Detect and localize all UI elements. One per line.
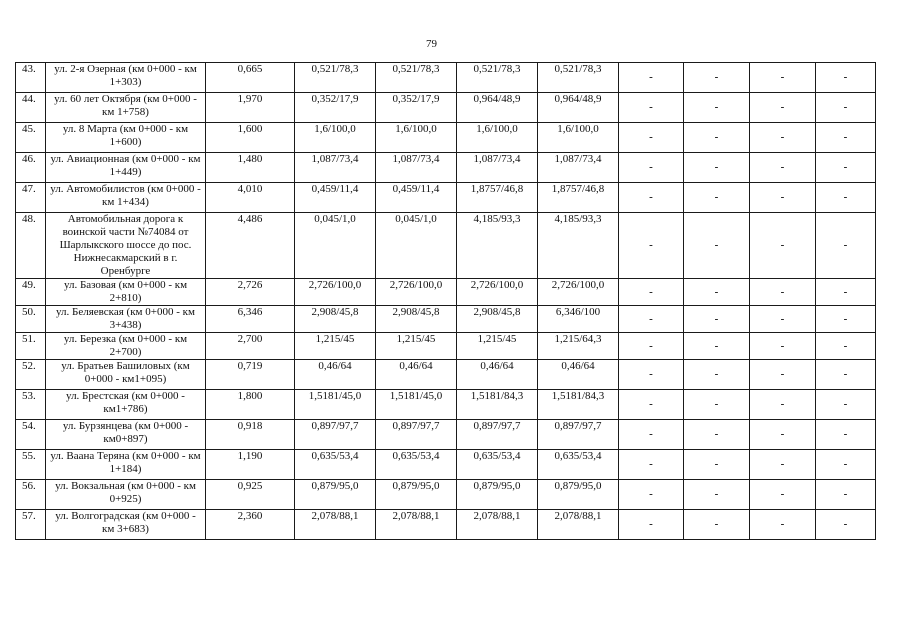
table-row bbox=[16, 279, 876, 306]
dash-cell: - bbox=[750, 450, 816, 480]
dash-cell: - bbox=[750, 213, 816, 279]
value-cell: 2,078/88,1 bbox=[376, 510, 457, 540]
value-cell: 0,521/78,3 bbox=[538, 63, 619, 93]
table-row bbox=[16, 123, 876, 153]
value-cell: 1,087/73,4 bbox=[457, 153, 538, 183]
value-cell: 0,46/64 bbox=[457, 360, 538, 390]
road-length: 2,726 bbox=[206, 279, 295, 306]
value-cell: 0,045/1,0 bbox=[295, 213, 376, 279]
row-number: 47. bbox=[16, 183, 46, 213]
dash-cell: - bbox=[684, 360, 750, 390]
value-cell: 0,964/48,9 bbox=[457, 93, 538, 123]
dash-cell: - bbox=[750, 306, 816, 333]
dash-cell: - bbox=[619, 306, 684, 333]
value-cell: 0,352/17,9 bbox=[295, 93, 376, 123]
value-cell: 4,185/93,3 bbox=[457, 213, 538, 279]
dash-cell: - bbox=[619, 279, 684, 306]
table-row bbox=[16, 183, 876, 213]
value-cell: 1,8757/46,8 bbox=[538, 183, 619, 213]
value-cell: 2,078/88,1 bbox=[295, 510, 376, 540]
table-row bbox=[16, 306, 876, 333]
dash-cell: - bbox=[619, 390, 684, 420]
dash-cell: - bbox=[816, 213, 876, 279]
value-cell: 0,045/1,0 bbox=[376, 213, 457, 279]
table-row bbox=[16, 93, 876, 123]
road-name: ул. Ваана Теряна (км 0+000 - км 1+184) bbox=[46, 450, 206, 480]
dash-cell: - bbox=[619, 63, 684, 93]
value-cell: 0,879/95,0 bbox=[295, 480, 376, 510]
dash-cell: - bbox=[619, 153, 684, 183]
value-cell: 0,897/97,7 bbox=[457, 420, 538, 450]
value-cell: 1,215/45 bbox=[457, 333, 538, 360]
road-length: 4,010 bbox=[206, 183, 295, 213]
row-number: 44. bbox=[16, 93, 46, 123]
dash-cell: - bbox=[816, 279, 876, 306]
dash-cell: - bbox=[684, 123, 750, 153]
value-cell: 2,078/88,1 bbox=[457, 510, 538, 540]
dash-cell: - bbox=[750, 153, 816, 183]
value-cell: 1,6/100,0 bbox=[376, 123, 457, 153]
road-length: 1,600 bbox=[206, 123, 295, 153]
table-row bbox=[16, 480, 876, 510]
value-cell: 1,6/100,0 bbox=[295, 123, 376, 153]
road-name: ул. Авиационная (км 0+000 - км 1+449) bbox=[46, 153, 206, 183]
row-number: 53. bbox=[16, 390, 46, 420]
road-name: ул. Базовая (км 0+000 - км 2+810) bbox=[46, 279, 206, 306]
dash-cell: - bbox=[816, 123, 876, 153]
dash-cell: - bbox=[684, 153, 750, 183]
road-length: 1,480 bbox=[206, 153, 295, 183]
dash-cell: - bbox=[750, 390, 816, 420]
dash-cell: - bbox=[684, 333, 750, 360]
value-cell: 0,897/97,7 bbox=[295, 420, 376, 450]
value-cell: 0,635/53,4 bbox=[295, 450, 376, 480]
dash-cell: - bbox=[816, 183, 876, 213]
value-cell: 1,5181/84,3 bbox=[457, 390, 538, 420]
dash-cell: - bbox=[684, 183, 750, 213]
row-number: 46. bbox=[16, 153, 46, 183]
value-cell: 0,521/78,3 bbox=[376, 63, 457, 93]
road-name: ул. Волгоградская (км 0+000 - км 3+683) bbox=[46, 510, 206, 540]
dash-cell: - bbox=[750, 480, 816, 510]
dash-cell: - bbox=[619, 123, 684, 153]
dash-cell: - bbox=[684, 93, 750, 123]
road-name: ул. Березка (км 0+000 - км 2+700) bbox=[46, 333, 206, 360]
table-row bbox=[16, 63, 876, 93]
value-cell: 6,346/100 bbox=[538, 306, 619, 333]
road-length: 6,346 bbox=[206, 306, 295, 333]
table-row bbox=[16, 153, 876, 183]
dash-cell: - bbox=[684, 420, 750, 450]
dash-cell: - bbox=[816, 480, 876, 510]
dash-cell: - bbox=[684, 213, 750, 279]
value-cell: 0,635/53,4 bbox=[457, 450, 538, 480]
value-cell: 2,078/88,1 bbox=[538, 510, 619, 540]
value-cell: 4,185/93,3 bbox=[538, 213, 619, 279]
value-cell: 2,726/100,0 bbox=[538, 279, 619, 306]
dash-cell: - bbox=[619, 183, 684, 213]
table-row bbox=[16, 360, 876, 390]
road-name: ул. 2-я Озерная (км 0+000 - км 1+303) bbox=[46, 63, 206, 93]
value-cell: 0,521/78,3 bbox=[295, 63, 376, 93]
road-name: Автомобильная дорога к воинской части №74084 от Шарлыкского шоссе до пос. Нижнесакмарский в г. Оренбурге bbox=[46, 213, 206, 279]
dash-cell: - bbox=[684, 306, 750, 333]
dash-cell: - bbox=[750, 360, 816, 390]
value-cell: 1,215/45 bbox=[295, 333, 376, 360]
row-number: 43. bbox=[16, 63, 46, 93]
row-number: 45. bbox=[16, 123, 46, 153]
road-length: 1,800 bbox=[206, 390, 295, 420]
value-cell: 1,087/73,4 bbox=[295, 153, 376, 183]
dash-cell: - bbox=[816, 420, 876, 450]
value-cell: 0,459/11,4 bbox=[295, 183, 376, 213]
row-number: 51. bbox=[16, 333, 46, 360]
dash-cell: - bbox=[750, 279, 816, 306]
table-row bbox=[16, 213, 876, 279]
value-cell: 0,352/17,9 bbox=[376, 93, 457, 123]
table-row bbox=[16, 450, 876, 480]
value-cell: 0,521/78,3 bbox=[457, 63, 538, 93]
value-cell: 1,087/73,4 bbox=[538, 153, 619, 183]
row-number: 54. bbox=[16, 420, 46, 450]
value-cell: 0,46/64 bbox=[295, 360, 376, 390]
road-name: ул. Автомобилистов (км 0+000 - км 1+434) bbox=[46, 183, 206, 213]
road-name: ул. Бурзянцева (км 0+000 - км0+897) bbox=[46, 420, 206, 450]
dash-cell: - bbox=[816, 306, 876, 333]
dash-cell: - bbox=[816, 93, 876, 123]
road-name: ул. Беляевская (км 0+000 - км 3+438) bbox=[46, 306, 206, 333]
row-number: 48. bbox=[16, 213, 46, 279]
dash-cell: - bbox=[619, 510, 684, 540]
row-number: 50. bbox=[16, 306, 46, 333]
road-length: 1,190 bbox=[206, 450, 295, 480]
value-cell: 1,087/73,4 bbox=[376, 153, 457, 183]
dash-cell: - bbox=[619, 213, 684, 279]
value-cell: 0,879/95,0 bbox=[457, 480, 538, 510]
page-number: 79 bbox=[426, 38, 437, 50]
value-cell: 2,908/45,8 bbox=[295, 306, 376, 333]
dash-cell: - bbox=[619, 360, 684, 390]
value-cell: 2,726/100,0 bbox=[457, 279, 538, 306]
value-cell: 0,897/97,7 bbox=[538, 420, 619, 450]
road-name: ул. 60 лет Октября (км 0+000 - км 1+758) bbox=[46, 93, 206, 123]
value-cell: 0,879/95,0 bbox=[538, 480, 619, 510]
dash-cell: - bbox=[816, 510, 876, 540]
road-name: ул. Вокзальная (км 0+000 - км 0+925) bbox=[46, 480, 206, 510]
road-length: 0,665 bbox=[206, 63, 295, 93]
value-cell: 0,964/48,9 bbox=[538, 93, 619, 123]
road-length: 1,970 bbox=[206, 93, 295, 123]
table-row bbox=[16, 333, 876, 360]
road-name: ул. Братьев Башиловых (км 0+000 - км1+095) bbox=[46, 360, 206, 390]
dash-cell: - bbox=[750, 510, 816, 540]
value-cell: 2,908/45,8 bbox=[457, 306, 538, 333]
dash-cell: - bbox=[619, 450, 684, 480]
dash-cell: - bbox=[816, 333, 876, 360]
dash-cell: - bbox=[816, 360, 876, 390]
dash-cell: - bbox=[816, 390, 876, 420]
row-number: 49. bbox=[16, 279, 46, 306]
dash-cell: - bbox=[619, 420, 684, 450]
row-number: 52. bbox=[16, 360, 46, 390]
dash-cell: - bbox=[816, 63, 876, 93]
value-cell: 1,215/64,3 bbox=[538, 333, 619, 360]
dash-cell: - bbox=[619, 333, 684, 360]
value-cell: 1,5181/84,3 bbox=[538, 390, 619, 420]
value-cell: 0,459/11,4 bbox=[376, 183, 457, 213]
table-row bbox=[16, 510, 876, 540]
value-cell: 0,635/53,4 bbox=[538, 450, 619, 480]
dash-cell: - bbox=[684, 510, 750, 540]
row-number: 57. bbox=[16, 510, 46, 540]
dash-cell: - bbox=[816, 153, 876, 183]
dash-cell: - bbox=[750, 93, 816, 123]
dash-cell: - bbox=[684, 450, 750, 480]
value-cell: 2,726/100,0 bbox=[295, 279, 376, 306]
dash-cell: - bbox=[619, 480, 684, 510]
road-name: ул. Брестская (км 0+000 - км1+786) bbox=[46, 390, 206, 420]
dash-cell: - bbox=[684, 390, 750, 420]
value-cell: 0,897/97,7 bbox=[376, 420, 457, 450]
value-cell: 1,6/100,0 bbox=[538, 123, 619, 153]
value-cell: 2,908/45,8 bbox=[376, 306, 457, 333]
dash-cell: - bbox=[684, 279, 750, 306]
table-body bbox=[16, 63, 876, 540]
road-length: 2,360 bbox=[206, 510, 295, 540]
road-length: 0,925 bbox=[206, 480, 295, 510]
value-cell: 0,46/64 bbox=[538, 360, 619, 390]
dash-cell: - bbox=[750, 123, 816, 153]
value-cell: 1,8757/46,8 bbox=[457, 183, 538, 213]
value-cell: 1,5181/45,0 bbox=[295, 390, 376, 420]
table-row bbox=[16, 420, 876, 450]
roads-table bbox=[15, 62, 876, 540]
road-length: 2,700 bbox=[206, 333, 295, 360]
dash-cell: - bbox=[750, 420, 816, 450]
table-row bbox=[16, 390, 876, 420]
value-cell: 1,5181/45,0 bbox=[376, 390, 457, 420]
road-length: 0,719 bbox=[206, 360, 295, 390]
row-number: 55. bbox=[16, 450, 46, 480]
dash-cell: - bbox=[684, 480, 750, 510]
road-name: ул. 8 Марта (км 0+000 - км 1+600) bbox=[46, 123, 206, 153]
value-cell: 0,46/64 bbox=[376, 360, 457, 390]
value-cell: 0,879/95,0 bbox=[376, 480, 457, 510]
road-length: 4,486 bbox=[206, 213, 295, 279]
dash-cell: - bbox=[750, 183, 816, 213]
dash-cell: - bbox=[684, 63, 750, 93]
row-number: 56. bbox=[16, 480, 46, 510]
value-cell: 1,215/45 bbox=[376, 333, 457, 360]
dash-cell: - bbox=[816, 450, 876, 480]
dash-cell: - bbox=[750, 333, 816, 360]
value-cell: 1,6/100,0 bbox=[457, 123, 538, 153]
value-cell: 2,726/100,0 bbox=[376, 279, 457, 306]
dash-cell: - bbox=[619, 93, 684, 123]
dash-cell: - bbox=[750, 63, 816, 93]
value-cell: 0,635/53,4 bbox=[376, 450, 457, 480]
road-length: 0,918 bbox=[206, 420, 295, 450]
